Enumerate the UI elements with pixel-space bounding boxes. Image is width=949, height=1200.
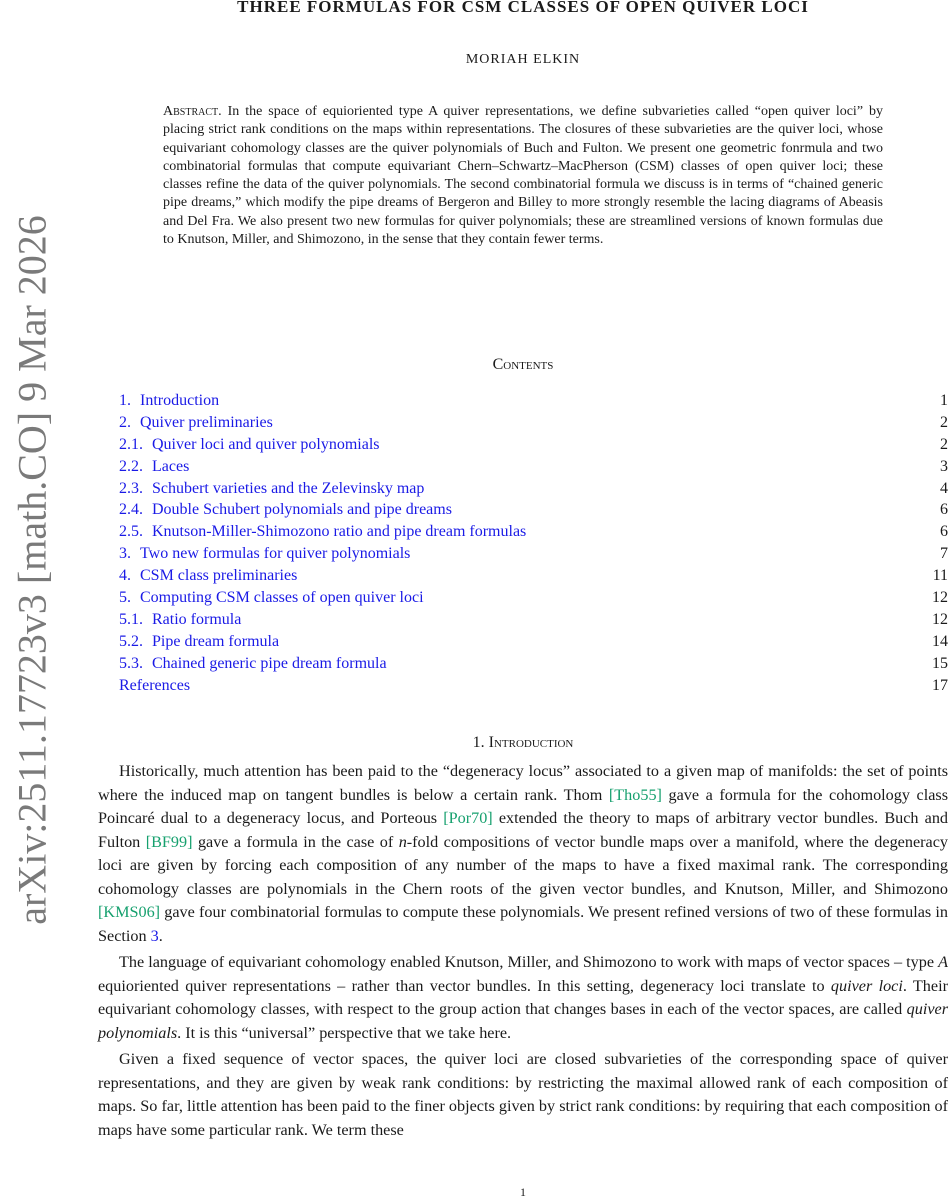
toc-number[interactable]: 2.4.	[119, 501, 143, 519]
paragraph	[98, 1048, 948, 1142]
toc-number[interactable]: 2.5.	[119, 523, 143, 541]
emphasis: quiver loci	[830, 976, 903, 995]
toc-entry[interactable]	[119, 543, 948, 565]
toc-label[interactable]: Schubert varieties and the Zelevinsky map	[152, 479, 425, 497]
emphasis: quiver polynomials	[98, 1000, 949, 1042]
toc-entry[interactable]	[119, 478, 948, 500]
toc-page: 1	[940, 392, 948, 409]
toc-page: 17	[932, 676, 948, 694]
text-run: The language of equivariant cohomology enabled Knutson, Miller, and Shimozono to work with maps of vector spaces – type	[119, 953, 935, 971]
toc-number[interactable]: 3.	[119, 545, 131, 563]
section-link[interactable]: 3	[150, 926, 159, 945]
toc-entry[interactable]	[119, 434, 948, 456]
toc-number[interactable]: 4.	[119, 567, 131, 585]
abstract-label: Abstract.	[163, 104, 222, 119]
toc-label[interactable]: Knutson-Miller-Shimozono ratio and pipe dream formulas	[152, 523, 527, 541]
toc-label[interactable]: Quiver preliminaries	[140, 413, 273, 431]
abstract	[163, 103, 883, 249]
toc-entry[interactable]	[119, 653, 948, 675]
abstract-text: In the space of equioriented type A quiver representations, we define subvarieties called “open quiver loci” by placing strict rank conditions on the maps within representations. The closures of these subvarieties are the quiver loci, whose equivariant cohomology classes are the quiver polynomials of Buch and Fulton. We present one geometric fonrmula and two combinatorial formulas that compute equivariant Chern–Schwartz–MacPherson (CSM) classes of open quiver loci; these classes refine the data of the quiver polynomials. The second combinatorial formula we discuss is in terms of “chained generic pipe dreams,” which modify the pipe dreams of Bergeron and Billey to more strongly resemble the lacing diagrams of Abeasis and Del Fra. We also present two new formulas for quiver polynomials; these are streamlined versions of known formulas due to Knutson, Miller, and Shimozono, in the sense that they contain fewer terms.	[163, 104, 883, 248]
toc-number[interactable]: 2.2.	[119, 457, 143, 475]
toc-number[interactable]: 1.	[119, 392, 131, 409]
toc-label[interactable]: References	[119, 676, 191, 694]
arxiv-sidebar	[0, 0, 64, 1200]
toc-number[interactable]: 2.	[119, 413, 131, 431]
text-run: gave a formula in the case of	[197, 832, 394, 851]
toc-label[interactable]: Laces	[152, 457, 190, 475]
toc-page: 2	[940, 435, 948, 453]
toc-label[interactable]: Introduction	[140, 392, 220, 409]
toc-label[interactable]: Double Schubert polynomials and pipe dreams	[152, 501, 452, 519]
text-run: . It is this “universal” perspective that we take here.	[177, 1023, 512, 1042]
toc-entry[interactable]	[119, 565, 948, 587]
text-run: gave a formula for the cohomology class Poincaré dual to a degeneracy locus, and Porteous	[98, 785, 949, 827]
table-of-contents	[119, 390, 948, 696]
toc-label[interactable]: Ratio formula	[152, 610, 242, 628]
section-number: 1.	[472, 734, 485, 751]
toc-entry[interactable]	[119, 456, 948, 478]
contents-title: Contents	[492, 356, 554, 373]
toc-page: 14	[932, 632, 948, 650]
paper-author: MORIAH ELKIN	[465, 52, 581, 67]
toc-number[interactable]: 2.3.	[119, 479, 143, 497]
toc-entry-references[interactable]	[119, 675, 948, 697]
toc-page: 12	[932, 589, 948, 607]
citation-link[interactable]: [BF99]	[145, 832, 193, 851]
toc-page: 3	[940, 457, 948, 475]
toc-entry[interactable]	[119, 587, 948, 609]
text-run: equioriented quiver representations – rather than vector bundles. In this setting, degeneracy loci translate to	[98, 976, 825, 995]
toc-label[interactable]: Computing CSM classes of open quiver loci	[140, 589, 424, 607]
toc-label[interactable]: Two new formulas for quiver polynomials	[140, 545, 411, 563]
toc-entry[interactable]	[119, 499, 948, 521]
toc-number[interactable]: 5.3.	[119, 654, 143, 672]
text-run: Historically, much attention has been paid to the “degeneracy locus” associated to a given map of manifolds: the set of points where the induced map on tangent bundles is below a certain rank. Thom	[98, 762, 948, 804]
citation-link[interactable]: [Por70]	[443, 809, 493, 827]
toc-entry[interactable]	[119, 412, 948, 434]
citation-link[interactable]: [Tho55]	[608, 785, 662, 804]
paragraph	[98, 760, 948, 948]
toc-entry[interactable]	[119, 521, 948, 543]
toc-page: 4	[940, 479, 948, 497]
text-run: Given a fixed sequence of vector spaces, the quiver loci are closed subvarieties of the corresponding space of quiver representations, and they are given by weak rank conditions: by restricting the maximal allowed rank of each composition of maps. So far, little attention has been paid to the finer objects given by strict rank conditions: by requiring that each composition of maps have some particular rank. We term these	[98, 1050, 948, 1139]
toc-number[interactable]: 5.1.	[119, 610, 143, 628]
toc-entry[interactable]	[119, 631, 948, 653]
text-run: -fold compositions of vector bundle maps over a manifold, where the degeneracy loci are given by forcing each composition of any number of the maps to have a fixed maximal rank. The corresponding cohomology classes are polynomials in the Chern roots of the given vector bundles, and Knutson, Miller, and Shimozono	[98, 832, 948, 898]
text-run: extended the theory to maps of arbitrary vector bundles. Buch and Fulton	[98, 809, 949, 851]
toc-label[interactable]: Chained generic pipe dream formula	[152, 654, 387, 672]
section-body	[98, 760, 948, 1145]
toc-entry[interactable]	[119, 390, 948, 412]
toc-page: 12	[932, 610, 948, 628]
toc-page: 6	[940, 501, 948, 519]
paper-title: THREE FORMULAS FOR CSM CLASSES OF OPEN QUIVER LOCI	[237, 0, 809, 16]
toc-page: 15	[932, 654, 948, 672]
toc-number[interactable]: 2.1.	[119, 435, 143, 453]
citation-link[interactable]: [KMS06]	[98, 903, 161, 921]
section-title: Introduction	[488, 734, 574, 751]
toc-entry[interactable]	[119, 609, 948, 631]
page-number: 1	[520, 1185, 526, 1199]
toc-number[interactable]: 5.	[119, 589, 131, 607]
toc-label[interactable]: Pipe dream formula	[152, 632, 280, 650]
section-heading	[98, 734, 948, 752]
toc-label[interactable]: CSM class preliminaries	[140, 567, 298, 585]
toc-page: 7	[940, 545, 948, 563]
toc-number[interactable]: 5.2.	[119, 632, 143, 650]
text-run: .	[158, 926, 163, 945]
toc-page: 2	[940, 413, 948, 431]
paragraph	[98, 951, 948, 1045]
math-variable: n	[398, 832, 407, 851]
toc-page: 6	[940, 523, 948, 541]
toc-page: 11	[932, 567, 948, 585]
arxiv-identifier: arXiv:2511.17723v3 [math.CO] 9 Mar 2026	[9, 215, 55, 925]
text-run: gave four combinatorial formulas to compute these polynomials. We present refined versions of two of these formulas in Section	[98, 903, 948, 945]
toc-label[interactable]: Quiver loci and quiver polynomials	[152, 435, 380, 453]
text-run: . Their equivariant cohomology classes, with respect to the group action that changes bases in each of the vector spaces, are called	[98, 976, 948, 1018]
math-variable: A	[938, 953, 948, 971]
